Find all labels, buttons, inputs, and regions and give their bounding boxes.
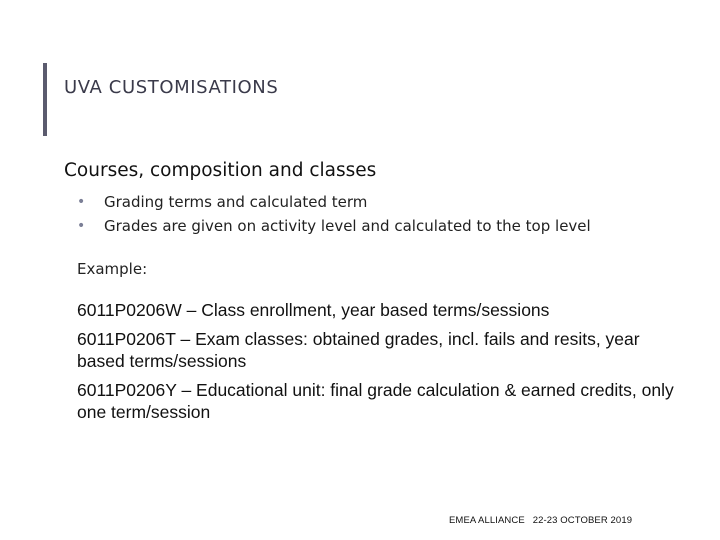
- bullet-text: Grading terms and calculated term: [104, 193, 368, 211]
- bullet-item: [77, 214, 591, 238]
- example-line: 6011P0206Y – Educational unit: final grade calculation & earned credits, only one term/session: [77, 380, 674, 422]
- bullet-list: [77, 190, 591, 238]
- title-accent-bar: [43, 63, 47, 136]
- slide-title: UVA CUSTOMISATIONS: [64, 77, 279, 98]
- section-heading: Courses, composition and classes: [64, 160, 377, 181]
- example-line: 6011P0206T – Exam classes: obtained grades, incl. fails and resits, year based terms/sessions: [77, 329, 640, 371]
- bullet-dot-icon: •: [77, 218, 86, 234]
- footer-event: EMEA ALLIANCE: [449, 515, 525, 526]
- footer-dates: 22-23 OCTOBER 2019: [532, 515, 633, 526]
- example-list: [77, 299, 687, 430]
- example-line: 6011P0206W – Class enrollment, year based terms/sessions: [77, 300, 550, 320]
- bullet-dot-icon: •: [77, 194, 86, 210]
- bullet-item: [77, 190, 591, 214]
- example-label: Example:: [77, 260, 148, 278]
- bullet-text: Grades are given on activity level and calculated to the top level: [104, 217, 591, 235]
- slide-footer: [449, 515, 632, 526]
